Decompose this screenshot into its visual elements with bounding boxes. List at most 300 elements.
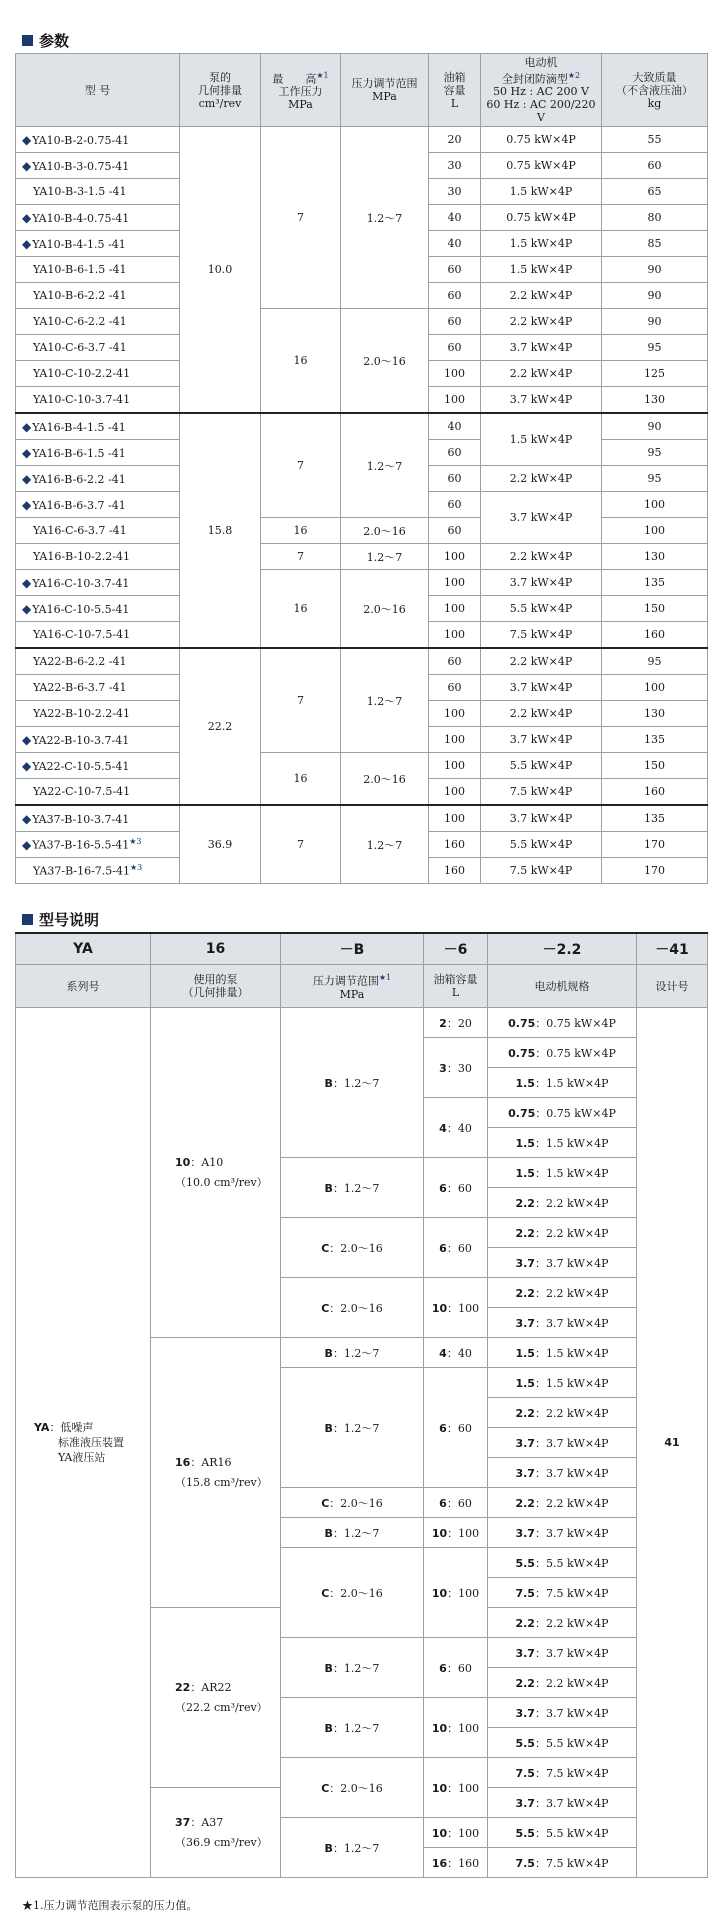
- pressure-code-cell: [281, 1818, 424, 1878]
- model-cell: [16, 832, 180, 858]
- code-desc: ：60: [446, 1496, 472, 1510]
- motor-cell: 0.75 kW×4P: [481, 205, 602, 231]
- pressure-cell: 7: [261, 127, 341, 309]
- mass-cell: 90: [602, 413, 708, 440]
- code-letter: 0.75: [508, 1046, 536, 1060]
- code-desc: ：40: [446, 1346, 472, 1360]
- tank-cell: 160: [429, 832, 481, 858]
- code-desc: ：1.2～7: [332, 1181, 380, 1195]
- motor-code-cell: [488, 1818, 637, 1848]
- code-desc: ：1.2～7: [332, 1721, 380, 1735]
- code-pump: 16: [151, 933, 281, 965]
- code-desc: ：0.75 kW×4P: [535, 1106, 616, 1120]
- pump-name: ：AR16: [190, 1455, 232, 1469]
- code-table: [15, 932, 708, 1878]
- code-letter: 10: [431, 1301, 448, 1315]
- params-header-row: [16, 54, 708, 127]
- model-text: YA10-C-10-2.2-41: [33, 367, 131, 380]
- model-cell: [16, 231, 180, 257]
- motor-cell: 2.2 kW×4P: [481, 648, 602, 675]
- code-tank: －6: [424, 933, 488, 965]
- model-text: YA10-B-4-1.5 -41: [32, 237, 126, 251]
- code-desc: ：60: [446, 1421, 472, 1435]
- code-desc: ：2.2 kW×4P: [534, 1496, 609, 1510]
- code-desc: ：100: [447, 1781, 480, 1795]
- motor-code-cell: [488, 1608, 637, 1638]
- tank-cell: 60: [429, 675, 481, 701]
- range-cell: 2.0～16: [341, 309, 429, 414]
- motor-code-cell: [488, 1698, 637, 1728]
- code-headers-row: [16, 965, 708, 1008]
- series-cell: [16, 1008, 151, 1878]
- model-text: YA16-B-6-3.7 -41: [32, 498, 126, 512]
- pressure-cell: 16: [261, 309, 341, 414]
- mass-cell: 150: [602, 596, 708, 622]
- model-cell: [16, 413, 180, 440]
- motor-code-cell: [488, 1038, 637, 1068]
- displacement-cell: 15.8: [180, 413, 261, 648]
- mass-cell: 130: [602, 701, 708, 727]
- motor-code-cell: [488, 1308, 637, 1338]
- mass-cell: 130: [602, 387, 708, 414]
- code-letter: B: [324, 1076, 333, 1090]
- code-desc: ：2.2 kW×4P: [534, 1676, 609, 1690]
- pressure-code-cell: [281, 1338, 424, 1368]
- subheader-pressure: [281, 965, 424, 1008]
- subheader-series: [16, 965, 151, 1008]
- tank-cell: 100: [429, 622, 481, 649]
- model-text: YA10-B-2-0.75-41: [32, 133, 130, 147]
- diamond-icon: ◆: [22, 601, 32, 616]
- design-cell: [637, 1008, 708, 1878]
- model-text: YA10-B-3-0.75-41: [32, 159, 130, 173]
- table-row: [16, 805, 708, 832]
- code-letter: 10: [431, 1526, 448, 1540]
- code-letter: 2.2: [515, 1196, 535, 1210]
- header-line: L: [451, 986, 460, 999]
- motor-code-cell: [488, 1728, 637, 1758]
- code-desc: ：2.0～16: [329, 1496, 383, 1510]
- motor-code-cell: [488, 1458, 637, 1488]
- header-line: 工作压力: [278, 85, 323, 99]
- code-desc: ：5.5 kW×4P: [534, 1736, 609, 1750]
- motor-code-cell: [488, 1068, 637, 1098]
- model-cell: [16, 753, 180, 779]
- model-text: YA10-B-6-2.2 -41: [33, 289, 127, 302]
- tank-cell: 100: [429, 779, 481, 806]
- code-desc: ：40: [446, 1121, 472, 1135]
- pump-disp: （10.0 cm³/rev）: [175, 1175, 268, 1189]
- model-cell: [16, 544, 180, 570]
- code-desc: ：3.7 kW×4P: [534, 1466, 609, 1480]
- header-line: 压力调节范围: [351, 77, 418, 90]
- code-letter: 5.5: [515, 1826, 535, 1840]
- series-desc: ：低噪声: [49, 1421, 94, 1434]
- motor-cell: 3.7 kW×4P: [481, 675, 602, 701]
- model-cell: [16, 127, 180, 153]
- tank-cell: 160: [429, 858, 481, 884]
- motor-code-cell: [488, 1218, 637, 1248]
- code-letter: B: [324, 1346, 333, 1360]
- mass-cell: 95: [602, 466, 708, 492]
- code-desc: ：160: [447, 1856, 480, 1870]
- table-row: [16, 309, 708, 335]
- range-cell: 2.0～16: [341, 753, 429, 806]
- header-motor: [481, 54, 602, 127]
- motor-cell: 2.2 kW×4P: [481, 544, 602, 570]
- displacement-cell: 22.2: [180, 648, 261, 805]
- motor-cell: 1.5 kW×4P: [481, 413, 602, 466]
- model-cell: [16, 858, 180, 884]
- mass-cell: 85: [602, 231, 708, 257]
- footnote-star-icon: ★3: [129, 837, 142, 847]
- pump-name: ：A37: [190, 1815, 224, 1829]
- tank-code-cell: [424, 1848, 488, 1878]
- code-desc: ：2.0～16: [329, 1586, 383, 1600]
- pressure-cell: 16: [261, 753, 341, 806]
- pressure-cell: 7: [261, 805, 341, 884]
- code-letter: 10: [431, 1781, 448, 1795]
- range-cell: 2.0～16: [341, 570, 429, 649]
- model-text: YA16-C-10-7.5-41: [33, 628, 131, 641]
- tank-code-cell: [424, 1278, 488, 1338]
- code-letter: 2.2: [515, 1616, 535, 1630]
- model-text: YA37-B-16-7.5-41: [33, 864, 130, 878]
- tank-cell: 60: [429, 648, 481, 675]
- model-cell: [16, 257, 180, 283]
- mass-cell: 170: [602, 858, 708, 884]
- mass-cell: 90: [602, 309, 708, 335]
- model-text: YA16-B-6-2.2 -41: [32, 472, 126, 486]
- model-cell: [16, 492, 180, 518]
- code-desc: ：2.2 kW×4P: [534, 1406, 609, 1420]
- tank-cell: 100: [429, 753, 481, 779]
- header-line: kg: [647, 96, 662, 110]
- code-letter: 3.7: [515, 1316, 535, 1330]
- pressure-cell: 7: [261, 648, 341, 753]
- code-desc: ：3.7 kW×4P: [534, 1256, 609, 1270]
- code-letter: 2.2: [515, 1226, 535, 1240]
- model-text: YA16-C-6-3.7 -41: [33, 524, 127, 537]
- code-letter: 0.75: [508, 1016, 536, 1030]
- model-cell: [16, 466, 180, 492]
- code-desc: ：0.75 kW×4P: [535, 1016, 616, 1030]
- mass-cell: 170: [602, 832, 708, 858]
- pressure-code-cell: [281, 1158, 424, 1218]
- tank-cell: 30: [429, 153, 481, 179]
- code-letter: 16: [431, 1856, 448, 1870]
- header-line: 大致质量: [632, 70, 677, 84]
- diamond-icon: ◆: [22, 471, 32, 486]
- tank-cell: 60: [429, 440, 481, 466]
- pressure-code-cell: [281, 1518, 424, 1548]
- pressure-code-cell: [281, 1008, 424, 1158]
- header-line: 电动机规格: [534, 979, 590, 993]
- model-cell: [16, 622, 180, 649]
- model-cell: [16, 335, 180, 361]
- tank-code-cell: [424, 1488, 488, 1518]
- code-letter: 6: [439, 1661, 447, 1675]
- motor-code-cell: [488, 1098, 637, 1128]
- code-letter: 3.7: [515, 1466, 535, 1480]
- range-cell: 1.2～7: [341, 805, 429, 884]
- code-letter: 1.5: [515, 1076, 535, 1090]
- model-text: YA22-B-6-3.7 -41: [33, 681, 127, 694]
- tank-code-cell: [424, 1518, 488, 1548]
- tank-cell: 100: [429, 596, 481, 622]
- code-desc: ：2.0～16: [329, 1241, 383, 1255]
- pump-name: ：A10: [190, 1155, 224, 1169]
- motor-cell: 3.7 kW×4P: [481, 570, 602, 596]
- mass-cell: 160: [602, 622, 708, 649]
- tank-cell: 20: [429, 127, 481, 153]
- pressure-code-cell: [281, 1638, 424, 1698]
- motor-code-cell: [488, 1278, 637, 1308]
- mass-cell: 135: [602, 805, 708, 832]
- code-letter: 7.5: [515, 1586, 535, 1600]
- code-desc: ：1.2～7: [332, 1526, 380, 1540]
- code-letters-row: [16, 933, 708, 965]
- model-cell: [16, 153, 180, 179]
- code-desc: ：60: [446, 1241, 472, 1255]
- model-cell: [16, 805, 180, 832]
- model-cell: [16, 596, 180, 622]
- header-line: MPa: [339, 987, 365, 1001]
- code-desc: ：100: [447, 1301, 480, 1315]
- displacement-cell: 36.9: [180, 805, 261, 884]
- mass-cell: 100: [602, 518, 708, 544]
- model-text: YA16-B-10-2.2-41: [33, 550, 130, 563]
- code-letter: 3.7: [515, 1436, 535, 1450]
- code-letter: 7.5: [515, 1856, 535, 1870]
- tank-cell: 100: [429, 387, 481, 414]
- model-cell: [16, 309, 180, 335]
- pressure-cell: 16: [261, 518, 341, 544]
- pump-name: ：AR22: [190, 1680, 232, 1694]
- model-text: YA22-C-10-5.5-41: [32, 759, 130, 773]
- code-desc: ：1.5 kW×4P: [534, 1346, 609, 1360]
- code-letter: B: [324, 1841, 333, 1855]
- model-cell: [16, 179, 180, 205]
- section-title-params: [22, 30, 69, 51]
- header-line: 最 高: [272, 72, 317, 86]
- pressure-code-cell: [281, 1548, 424, 1638]
- model-text: YA16-B-4-1.5 -41: [32, 420, 126, 434]
- square-bullet-icon: [22, 914, 33, 925]
- model-text: YA16-C-10-3.7-41: [32, 576, 130, 590]
- code-letter: 1.5: [515, 1136, 535, 1150]
- code-letter: C: [321, 1781, 330, 1795]
- model-text: YA22-C-10-7.5-41: [33, 785, 131, 798]
- header-line: cm³/rev: [198, 96, 242, 110]
- motor-cell: 7.5 kW×4P: [481, 779, 602, 806]
- motor-code-cell: [488, 1428, 637, 1458]
- header-line: MPa: [288, 98, 313, 112]
- tank-code-cell: [424, 1368, 488, 1488]
- pump-code: 10: [175, 1155, 191, 1169]
- code-desc: ：100: [447, 1586, 480, 1600]
- code-desc: ：100: [447, 1826, 480, 1840]
- header-line: 压力调节范围: [312, 974, 379, 988]
- header-line: 电动机: [524, 55, 558, 69]
- motor-code-cell: [488, 1638, 637, 1668]
- motor-code-cell: [488, 1398, 637, 1428]
- code-desc: ：1.2～7: [332, 1346, 380, 1360]
- code-letter: C: [321, 1241, 330, 1255]
- code-letter: B: [324, 1421, 333, 1435]
- table-row: [16, 518, 708, 544]
- tank-cell: 100: [429, 701, 481, 727]
- tank-cell: 40: [429, 413, 481, 440]
- code-desc: ：2.2 kW×4P: [534, 1226, 609, 1240]
- motor-code-cell: [488, 1548, 637, 1578]
- motor-cell: 5.5 kW×4P: [481, 832, 602, 858]
- model-cell: [16, 701, 180, 727]
- header-line: 60 Hz : AC 200/220 V: [486, 98, 596, 125]
- model-cell: [16, 361, 180, 387]
- header-line: 油箱: [443, 70, 466, 84]
- model-text: YA10-C-6-2.2 -41: [33, 315, 127, 328]
- diamond-icon: ◆: [22, 732, 32, 747]
- mass-cell: 130: [602, 544, 708, 570]
- pump-cell: [151, 1338, 281, 1608]
- code-pressure: －B: [281, 933, 424, 965]
- footnote-star-icon: ★1: [378, 973, 392, 983]
- code-letter: B: [324, 1181, 333, 1195]
- tank-cell: 100: [429, 805, 481, 832]
- mass-cell: 150: [602, 753, 708, 779]
- model-cell: [16, 518, 180, 544]
- model-text: YA37-B-10-3.7-41: [32, 812, 130, 826]
- range-cell: 1.2～7: [341, 413, 429, 518]
- code-desc: ：3.7 kW×4P: [534, 1526, 609, 1540]
- header-tank: [429, 54, 481, 127]
- code-letter: 3: [439, 1061, 447, 1075]
- motor-cell: 1.5 kW×4P: [481, 179, 602, 205]
- pressure-code-cell: [281, 1488, 424, 1518]
- header-line: 几何排量: [198, 83, 242, 97]
- header-line: 系列号: [66, 979, 100, 993]
- table-row: [16, 648, 708, 675]
- model-cell: [16, 387, 180, 414]
- code-desc: ：20: [446, 1016, 472, 1030]
- model-text: YA16-C-10-5.5-41: [32, 602, 130, 616]
- tank-code-cell: [424, 1638, 488, 1698]
- code-motor: －2.2: [488, 933, 637, 965]
- tank-cell: 60: [429, 283, 481, 309]
- motor-cell: 3.7 kW×4P: [481, 492, 602, 544]
- header-line: 泵的: [209, 70, 231, 84]
- params-table: [15, 53, 708, 884]
- tank-code-cell: [424, 1338, 488, 1368]
- model-text: YA10-B-6-1.5 -41: [33, 263, 127, 276]
- diamond-icon: ◆: [22, 132, 32, 147]
- model-text: YA10-C-10-3.7-41: [33, 393, 131, 406]
- code-letter: B: [324, 1661, 333, 1675]
- model-text: YA22-B-10-2.2-41: [33, 707, 130, 720]
- footnote-star-icon: ★3: [130, 863, 143, 873]
- diamond-icon: ◆: [22, 445, 32, 460]
- pump-cell: [151, 1008, 281, 1338]
- tank-cell: 60: [429, 335, 481, 361]
- code-letter: 2.2: [515, 1496, 535, 1510]
- motor-cell: 2.2 kW×4P: [481, 309, 602, 335]
- motor-cell: 3.7 kW×4P: [481, 335, 602, 361]
- tank-cell: 60: [429, 518, 481, 544]
- code-letter: C: [321, 1586, 330, 1600]
- motor-code-cell: [488, 1248, 637, 1278]
- model-cell: [16, 205, 180, 231]
- series-desc: 标准液压装置: [58, 1436, 124, 1449]
- motor-cell: 3.7 kW×4P: [481, 805, 602, 832]
- pressure-cell: 7: [261, 413, 341, 518]
- tank-cell: 40: [429, 205, 481, 231]
- section-title-text: 参数: [39, 32, 70, 50]
- code-desc: ：100: [447, 1526, 480, 1540]
- code-desc: ：2.0～16: [329, 1781, 383, 1795]
- code-desc: ：3.7 kW×4P: [534, 1796, 609, 1810]
- code-desc: ：7.5 kW×4P: [534, 1586, 609, 1600]
- motor-cell: 7.5 kW×4P: [481, 622, 602, 649]
- mass-cell: 100: [602, 675, 708, 701]
- code-desc: ：1.2～7: [332, 1661, 380, 1675]
- tank-cell: 100: [429, 727, 481, 753]
- tank-cell: 100: [429, 570, 481, 596]
- code-letter: 3.7: [515, 1646, 535, 1660]
- code-desc: ：1.5 kW×4P: [534, 1376, 609, 1390]
- code-letter: 1.5: [515, 1346, 535, 1360]
- header-line: 油箱容量: [433, 973, 478, 986]
- code-desc: ：3.7 kW×4P: [534, 1646, 609, 1660]
- tank-code-cell: [424, 1218, 488, 1278]
- range-cell: 1.2～7: [341, 648, 429, 753]
- subheader-pump: [151, 965, 281, 1008]
- pressure-code-cell: [281, 1218, 424, 1278]
- header-line: （几何排量）: [182, 986, 249, 999]
- code-desc: ：0.75 kW×4P: [535, 1046, 616, 1060]
- model-text: YA22-B-6-2.2 -41: [33, 655, 127, 668]
- code-letter: 7.5: [515, 1766, 535, 1780]
- header-displacement: [180, 54, 261, 127]
- code-letter: 6: [439, 1181, 447, 1195]
- table-row: [16, 413, 708, 440]
- motor-cell: 0.75 kW×4P: [481, 127, 602, 153]
- diamond-icon: ◆: [22, 497, 32, 512]
- code-desc: ：3.7 kW×4P: [534, 1706, 609, 1720]
- pressure-code-cell: [281, 1278, 424, 1338]
- tank-cell: 60: [429, 466, 481, 492]
- mass-cell: 125: [602, 361, 708, 387]
- model-text: YA37-B-16-5.5-41: [32, 838, 130, 852]
- motor-cell: 5.5 kW×4P: [481, 753, 602, 779]
- pump-disp: （36.9 cm³/rev）: [175, 1835, 268, 1849]
- mass-cell: 55: [602, 127, 708, 153]
- diamond-icon: ◆: [22, 837, 32, 852]
- mass-cell: 65: [602, 179, 708, 205]
- code-letter: 5.5: [515, 1556, 535, 1570]
- motor-cell: 3.7 kW×4P: [481, 727, 602, 753]
- model-cell: [16, 779, 180, 806]
- code-desc: ：60: [446, 1661, 472, 1675]
- code-letter: 3.7: [515, 1526, 535, 1540]
- code-letter: 4: [439, 1346, 447, 1360]
- series-code: YA: [34, 1421, 50, 1434]
- code-letter: 6: [439, 1421, 447, 1435]
- motor-code-cell: [488, 1128, 637, 1158]
- code-desc: ：7.5 kW×4P: [534, 1766, 609, 1780]
- motor-code-cell: [488, 1758, 637, 1788]
- code-desc: ：5.5 kW×4P: [534, 1556, 609, 1570]
